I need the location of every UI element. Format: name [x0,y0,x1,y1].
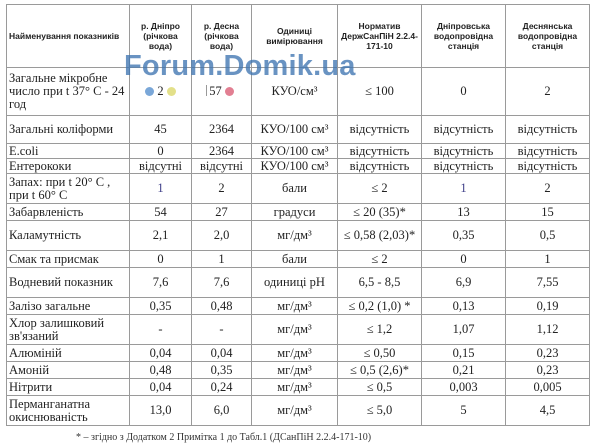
row-name: Алюміній [7,345,130,362]
cell-unit: мг/дм³ [252,396,338,426]
pink-dot-icon [225,87,234,96]
table-row [7,362,590,379]
cell-desna-station: відсутність [506,116,590,144]
cell-dnipro-station: 0,15 [422,345,506,362]
cell-desna-station: 0,19 [506,298,590,315]
cell-desna: 2364 [192,144,252,159]
cell-desna: - [192,315,252,345]
cell-norm: ≤ 5,0 [338,396,422,426]
cell-desna: 1 [192,251,252,268]
table-row [7,116,590,144]
table-row [7,144,590,159]
cell-dnipro-station: відсутність [422,159,506,174]
cell-unit: бали [252,174,338,204]
cell-unit: мг/дм³ [252,221,338,251]
cell-unit: бали [252,251,338,268]
cell-unit: мг/дм³ [252,362,338,379]
cell-unit: КУО/см³ [252,68,338,116]
cell-dnipro: 0,35 [130,298,192,315]
cell-dnipro-station: 0,21 [422,362,506,379]
table-row [7,221,590,251]
cell-norm: відсутність [338,116,422,144]
cell-norm: відсутність [338,144,422,159]
cell-dnipro: відсутні [130,159,192,174]
cell-desna: 0,35 [192,362,252,379]
row-name: Загальне мікробне число при t 37° С - 24 год [7,68,130,116]
table-row [7,174,590,204]
cell-dnipro-station: 0,35 [422,221,506,251]
cell-norm: ≤ 0,2 (1,0) * [338,298,422,315]
table-row [7,396,590,426]
cell-norm: відсутність [338,159,422,174]
cell-norm: ≤ 0,58 (2,03)* [338,221,422,251]
cell-dnipro: 0 [130,251,192,268]
cell-dnipro-station: 5 [422,396,506,426]
cell-unit: градуси [252,204,338,221]
cell-dnipro: 1 [130,174,192,204]
cell-dnipro-station: 0,13 [422,298,506,315]
cell-dnipro-station: 1,07 [422,315,506,345]
cell-dnipro-station: 1 [422,174,506,204]
table-row [7,204,590,221]
cell-desna-station: 7,55 [506,268,590,298]
cell-desna-station: 0,005 [506,379,590,396]
footnote: * – згідно з Додатком 2 Примітка 1 до Табл.1 (ДСанПіН 2.2.4-171-10) [76,432,372,443]
cell-dnipro: 54 [130,204,192,221]
cell-desna: відсутні [192,159,252,174]
cursor-bar-icon [206,85,207,96]
cell-desna: 2,0 [192,221,252,251]
cell-dnipro-station: 0 [422,251,506,268]
cell-norm: ≤ 2 [338,174,422,204]
cell-desna-station: 2 [506,68,590,116]
cell-dnipro-station: відсутність [422,144,506,159]
cell-norm: ≤ 0,5 (2,6)* [338,362,422,379]
row-name: Перманганатна окиснюваність [7,396,130,426]
cell-norm: ≤ 0,5 [338,379,422,396]
table-row [7,298,590,315]
cell-dnipro-station: 0 [422,68,506,116]
cell-desna: 0,24 [192,379,252,396]
cell-dnipro: 0,48 [130,362,192,379]
cell-desna: 0,48 [192,298,252,315]
cell-norm: ≤ 2 [338,251,422,268]
table-row [7,251,590,268]
yellow-dot-icon [167,87,176,96]
cell-desna-station: 1,12 [506,315,590,345]
cell-unit: мг/дм³ [252,345,338,362]
cell-unit: КУО/100 см³ [252,116,338,144]
cell-norm: 6,5 - 8,5 [338,268,422,298]
blue-dot-icon [145,87,154,96]
header-row [7,5,590,68]
cell-desna-station: 1 [506,251,590,268]
header-norm: Норматив ДержСанПіН 2.2.4-171-10 [338,5,422,68]
table-row [7,159,590,174]
row-name: Запах: при t 20° С , при t 60° С [7,174,130,204]
cell-dnipro: 0,04 [130,345,192,362]
row-name: E.coli [7,144,130,159]
cell-unit: одиниці pH [252,268,338,298]
row-name: Хлор залишковий зв'язаний [7,315,130,345]
row-name: Ентерококи [7,159,130,174]
cell-dnipro: 2,1 [130,221,192,251]
cell-desna: 0,04 [192,345,252,362]
cell-desna: 7,6 [192,268,252,298]
row-name: Залізо загальне [7,298,130,315]
row-name: Загальні коліформи [7,116,130,144]
cell-dnipro-station: 13 [422,204,506,221]
header-desna: р. Десна (річкова вода) [192,5,252,68]
cell-dnipro: 45 [130,116,192,144]
cell-desna-station: відсутність [506,159,590,174]
cell-desna: 2364 [192,116,252,144]
header-name: Найменування показників [7,5,130,68]
cell-dnipro-station: 6,9 [422,268,506,298]
cell-desna-station: 4,5 [506,396,590,426]
table-row [7,379,590,396]
cell-unit: КУО/100 см³ [252,144,338,159]
cell-dnipro: 2 [130,68,192,116]
water-quality-table-wrapper [6,4,589,426]
cell-dnipro: 13,0 [130,396,192,426]
cell-dnipro-station: відсутність [422,116,506,144]
cell-desna: 6,0 [192,396,252,426]
cell-norm: ≤ 0,50 [338,345,422,362]
table-row [7,268,590,298]
cell-desna-station: 0,23 [506,345,590,362]
row-name: Нітрити [7,379,130,396]
header-dnipro-station: Дніпровська водопровідна станція [422,5,506,68]
cell-desna: 2 [192,174,252,204]
row-name: Смак та присмак [7,251,130,268]
table-row [7,68,590,116]
cell-dnipro: 0 [130,144,192,159]
cell-unit: мг/дм³ [252,315,338,345]
cell-desna-station: 15 [506,204,590,221]
cell-desna: 57 [192,68,252,116]
cell-desna-station: 0,23 [506,362,590,379]
row-name: Каламутність [7,221,130,251]
row-name: Водневий показник [7,268,130,298]
cell-desna-station: 0,5 [506,221,590,251]
cell-unit: мг/дм³ [252,298,338,315]
table-row [7,315,590,345]
header-dnipro: р. Дніпро (річкова вода) [130,5,192,68]
forum-watermark: Forum.Domik.ua [124,50,356,82]
cell-unit: КУО/100 см³ [252,159,338,174]
cell-norm: ≤ 100 [338,68,422,116]
cell-dnipro-station: 0,003 [422,379,506,396]
table-row [7,345,590,362]
cell-unit: мг/дм³ [252,379,338,396]
header-units: Одиниці вимірювання [252,5,338,68]
cell-norm: ≤ 20 (35)* [338,204,422,221]
header-desna-station: Деснянська водопровідна станція [506,5,590,68]
cell-norm: ≤ 1,2 [338,315,422,345]
row-name: Забарвленість [7,204,130,221]
cell-dnipro: 7,6 [130,268,192,298]
row-name: Амоній [7,362,130,379]
cell-dnipro: 0,04 [130,379,192,396]
cell-dnipro: - [130,315,192,345]
cell-desna: 27 [192,204,252,221]
water-quality-table [6,4,590,426]
cell-desna-station: відсутність [506,144,590,159]
cell-desna-station: 2 [506,174,590,204]
